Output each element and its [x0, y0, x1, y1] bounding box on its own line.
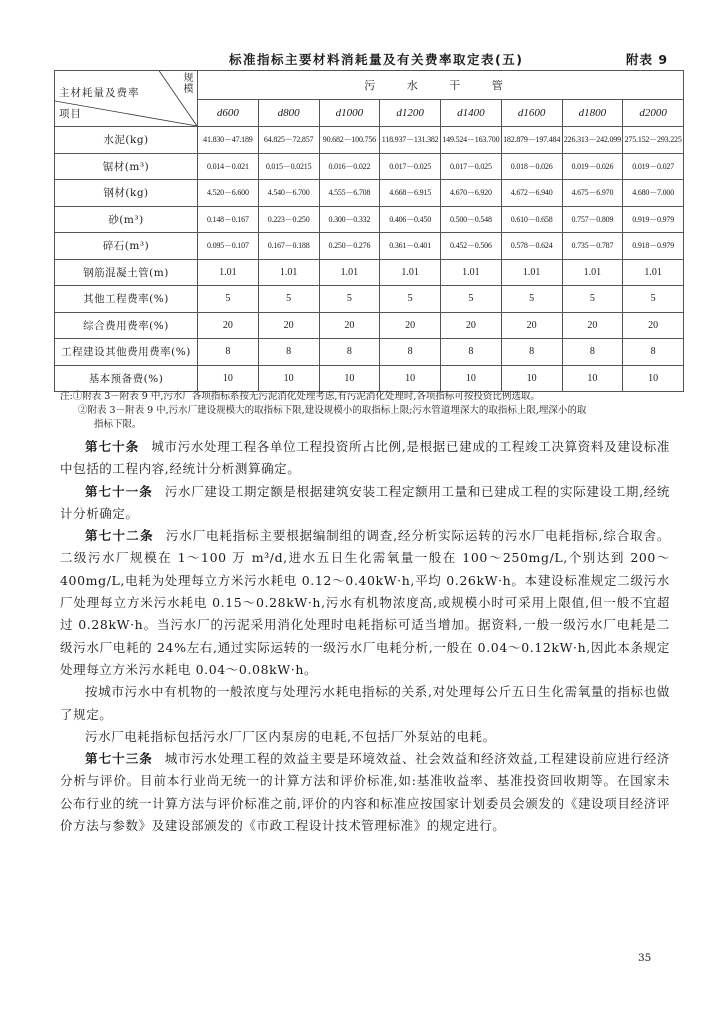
table-cell: 0.095－0.107 — [198, 233, 259, 260]
row-label: 锯材(m³) — [55, 153, 198, 180]
table-row — [55, 312, 684, 339]
table-cell: 0.610－0.658 — [501, 206, 562, 233]
table-row — [55, 339, 684, 366]
table-cell: 64.825－72.857 — [258, 127, 319, 154]
article-heading: 第七十条 — [85, 439, 140, 454]
table-cell: 0.406－0.450 — [380, 206, 441, 233]
group-header: 污 水 干 管 — [198, 71, 684, 100]
table-cell: 0.019－0.026 — [562, 153, 623, 180]
table-cell: 8 — [380, 339, 441, 366]
paragraph-bod-indicator — [60, 681, 670, 726]
table-body — [55, 127, 684, 392]
table-number: 附表 9 — [626, 52, 669, 67]
paragraph-text: 城市污水处理工程的效益主要是环境效益、社会效益和经济效益,工程建设前应进行经济分析与评价。目前本行业尚无统一的计算方法和评价标准,如:基准收益率、基准投资回收期等。在国家未公布行业的统一计算方法与评价标准之前,评价的内容和标准应按国家计划委员会颁发的《建设项目经济评价方法与参数》及建设部颁发的《市政工程设计技术管理标准》的规定进行。 — [60, 751, 670, 834]
table-cell: 8 — [501, 339, 562, 366]
paragraph-text: 城市污水处理工程各单位工程投资所占比例,是根据已建成的工程竣工决算资料及建设标准中包括的工程内容,经统计分析测算确定。 — [60, 439, 670, 477]
table-cell: 20 — [562, 312, 623, 339]
table-cell: 5 — [258, 286, 319, 313]
table-cell: 0.735－0.787 — [562, 233, 623, 260]
column-header: d1400 — [441, 100, 502, 127]
paragraph-power-scope — [60, 726, 670, 748]
column-header: d1000 — [319, 100, 380, 127]
table-cell: 10 — [380, 365, 441, 392]
table-cell: 0.017－0.025 — [380, 153, 441, 180]
table-cell: 149.524－163.700 — [441, 127, 502, 154]
table-cell: 8 — [198, 339, 259, 366]
paragraph-text: 污水厂电耗指标包括污水厂厂区内泵房的电耗,不包括厂外泵站的电耗。 — [85, 728, 496, 744]
page-number: 35 — [638, 952, 652, 964]
table-cell: 1.01 — [319, 259, 380, 286]
table-cell: 20 — [441, 312, 502, 339]
paragraph-article-71 — [60, 481, 670, 526]
column-header: d1200 — [380, 100, 441, 127]
table-cell: 226.313－242.099 — [562, 127, 623, 154]
table-cell: 1.01 — [258, 259, 319, 286]
table-cell: 41.830－47.189 — [198, 127, 259, 154]
table-cell: 4.680－7.000 — [623, 180, 684, 207]
table-cell: 1.01 — [562, 259, 623, 286]
table-cell: 10 — [562, 365, 623, 392]
table-cell: 4.540－6.700 — [258, 180, 319, 207]
row-label: 钢材(kg) — [55, 180, 198, 207]
note-1: 注:①附表 3－附表 9 中,污水厂各项指标系按无污泥消化处理考虑,有污泥消化处理时,各项指标可按投资比例选取。 — [60, 391, 540, 402]
row-label: 水泥(kg) — [55, 127, 198, 154]
table-cell: 0.223－0.250 — [258, 206, 319, 233]
table-cell: 4.555－6.708 — [319, 180, 380, 207]
article-heading: 第七十一条 — [85, 483, 153, 499]
table-cell: 10 — [198, 365, 259, 392]
paragraph-article-72 — [60, 525, 670, 681]
table-row — [55, 206, 684, 233]
table-cell: 4.670－6.920 — [441, 180, 502, 207]
table-cell: 8 — [319, 339, 380, 366]
table-cell: 0.578－0.624 — [501, 233, 562, 260]
table-cell: 4.672－6.940 — [501, 180, 562, 207]
table-cell: 0.018－0.026 — [501, 153, 562, 180]
table-cell: 0.500－0.548 — [441, 206, 502, 233]
table-title-line — [0, 50, 717, 68]
row-label: 钢筋混凝土管(m) — [55, 259, 198, 286]
table-cell: 0.361－0.401 — [380, 233, 441, 260]
table-cell: 4.520－6.600 — [198, 180, 259, 207]
note-2-line-1: ②附表 3－附表 9 中,污水厂建设规模大的取指标下限,建设规模小的取指标上限;污水管道埋深大的取指标上限,埋深小的取 — [78, 405, 587, 416]
row-label: 基本预备费(%) — [55, 365, 198, 392]
table-cell: 10 — [258, 365, 319, 392]
column-header: d1600 — [501, 100, 562, 127]
table-notes — [60, 390, 700, 432]
table-cell: 5 — [501, 286, 562, 313]
paragraph-text: 污水厂建设工期定额是根据建筑安装工程定额用工量和已建成工程的实际建设工期,经统计分析确定。 — [60, 483, 670, 521]
table-cell: 10 — [623, 365, 684, 392]
materials-rates-table — [54, 70, 684, 392]
table-cell: 275.152－293.225 — [623, 127, 684, 154]
row-label: 综合费用费率(%) — [55, 312, 198, 339]
table-cell: 10 — [501, 365, 562, 392]
table-cell: 0.019－0.027 — [623, 153, 684, 180]
paragraph-article-73 — [60, 748, 670, 837]
row-label: 工程建设其他费用费率(%) — [55, 339, 198, 366]
table-cell: 0.014－0.021 — [198, 153, 259, 180]
table-cell: 0.918－0.979 — [623, 233, 684, 260]
table-cell: 0.016－0.022 — [319, 153, 380, 180]
table-cell: 10 — [319, 365, 380, 392]
table-cell: 5 — [198, 286, 259, 313]
table-cell: 8 — [623, 339, 684, 366]
table-cell: 0.757－0.809 — [562, 206, 623, 233]
table-cell: 5 — [562, 286, 623, 313]
paragraph-article-70 — [60, 436, 670, 481]
table-cell: 0.017－0.025 — [441, 153, 502, 180]
article-heading: 第七十三条 — [85, 751, 153, 767]
table-cell: 0.250－0.276 — [319, 233, 380, 260]
table-cell: 0.919－0.979 — [623, 206, 684, 233]
table-title: 标准指标主要材料消耗量及有关费率取定表(五) — [229, 52, 524, 67]
table-cell: 0.167－0.188 — [258, 233, 319, 260]
corner-item-label: 项目 — [59, 108, 82, 120]
table-cell: 1.01 — [441, 259, 502, 286]
table-cell: 1.01 — [380, 259, 441, 286]
table-cell: 0.015－0.0215 — [258, 153, 319, 180]
table-cell: 20 — [380, 312, 441, 339]
row-label: 其他工程费率(%) — [55, 286, 198, 313]
article-heading: 第七十二条 — [85, 528, 154, 544]
table-cell: 4.668－6.915 — [380, 180, 441, 207]
column-header: d600 — [198, 100, 259, 127]
table-cell: 20 — [501, 312, 562, 339]
corner-scale-label: 规模 — [183, 73, 194, 95]
table-row — [55, 180, 684, 207]
table-cell: 1.01 — [501, 259, 562, 286]
table-cell: 10 — [441, 365, 502, 392]
table-cell: 20 — [623, 312, 684, 339]
table-cell: 5 — [319, 286, 380, 313]
note-2-line-2: 指标下限。 — [94, 419, 142, 430]
paragraph-text: 污水厂电耗指标主要根据编制组的调查,经分析实际运转的污水厂电耗指标,综合取舍。二级污水厂规模在 1～100 万 m³/d,进水五日生化需氧量一般在 100～250mg/L,个别达到 200～400mg/L,电耗为处理每立方米污水耗电 0.12～0.40kW·h,平均 0.26kW·h。本建设标准规定二级污水厂处理每立方米污水耗电 0.15～0.28kW·h,污水有机物浓度高,或规模小时可采用上限值,但一般不宜超过 0.28kW·h。当污水厂的污泥采用消化处理时电耗指标可适当增加。据资料,一般一级污水厂电耗是二级污水厂电耗的 24%左右,通过实际运转的一级污水厂电耗分析,一般在 0.04～0.12kW·h,因此本条规定处理每立方米污水耗电 0.04～0.08kW·h。 — [60, 528, 670, 677]
corner-main-label: 主材耗量及费率 — [59, 87, 140, 99]
table-cell: 4.675－6.970 — [562, 180, 623, 207]
table-row — [55, 259, 684, 286]
column-header: d800 — [258, 100, 319, 127]
table-cell: 0.452－0.506 — [441, 233, 502, 260]
table-cell: 1.01 — [623, 259, 684, 286]
table-row — [55, 127, 684, 154]
row-label: 砂(m³) — [55, 206, 198, 233]
table-cell: 1.01 — [198, 259, 259, 286]
table-row — [55, 153, 684, 180]
table-cell: 5 — [380, 286, 441, 313]
table-header-row — [55, 71, 684, 100]
row-label: 碎石(m³) — [55, 233, 198, 260]
table-cell: 0.300－0.332 — [319, 206, 380, 233]
body-text — [60, 436, 670, 837]
table-cell: 8 — [441, 339, 502, 366]
column-header: d2000 — [623, 100, 684, 127]
table-cell: 5 — [441, 286, 502, 313]
table-cell: 20 — [198, 312, 259, 339]
table-cell: 8 — [562, 339, 623, 366]
table-cell: 118.937－131.382 — [380, 127, 441, 154]
paragraph-text: 按城市污水中有机物的一般浓度与处理污水耗电指标的关系,对处理每公斤五日生化需氧量的指标也做了规定。 — [60, 684, 670, 722]
table-row — [55, 286, 684, 313]
table-cell: 0.148－0.167 — [198, 206, 259, 233]
table-cell: 182.879－197.484 — [501, 127, 562, 154]
corner-header-cell — [55, 71, 198, 127]
table-cell: 8 — [258, 339, 319, 366]
table-cell: 20 — [319, 312, 380, 339]
column-header: d1800 — [562, 100, 623, 127]
table-cell: 5 — [623, 286, 684, 313]
table-row — [55, 365, 684, 392]
table-cell: 20 — [258, 312, 319, 339]
table-cell: 90.682－100.756 — [319, 127, 380, 154]
table-row — [55, 233, 684, 260]
